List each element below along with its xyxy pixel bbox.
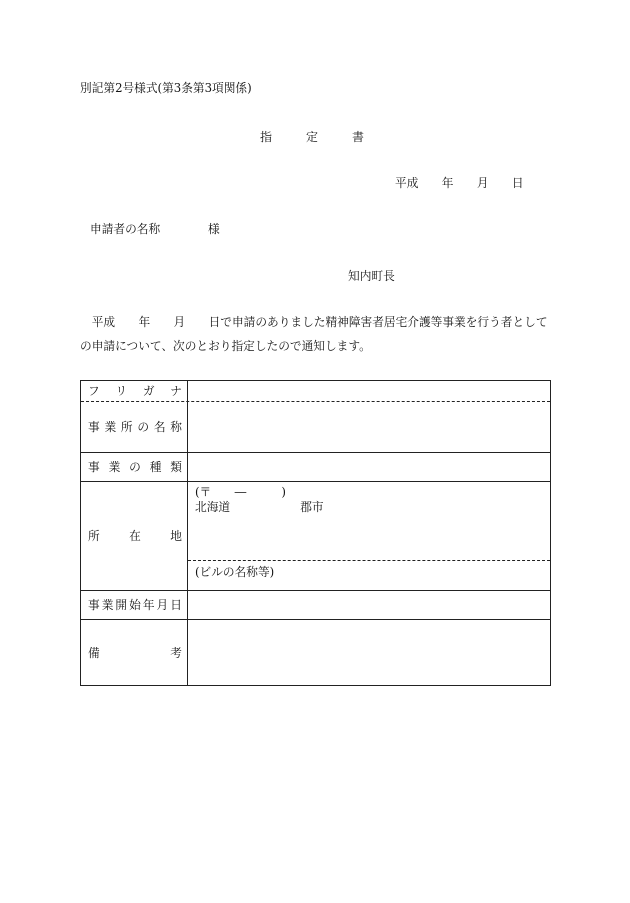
table-row-remarks — [81, 619, 550, 685]
form-reference: 別記第2号様式(第3条第3項関係) — [80, 81, 252, 95]
issue-date-line: 平成 年 月 日 — [395, 176, 524, 190]
label-character: 業 — [104, 420, 117, 434]
label-character: 称 — [170, 420, 182, 434]
table-row-start-date — [81, 590, 550, 619]
table-row-furigana — [81, 381, 550, 401]
label-character: 類 — [170, 460, 182, 474]
label-character: 事 — [88, 598, 100, 612]
label-character: 地 — [170, 529, 182, 543]
label-character: 種 — [149, 460, 162, 474]
remarks-value-cell — [188, 620, 550, 685]
office-name-value-cell — [188, 402, 550, 452]
label-character: の — [137, 420, 150, 434]
label-character: 業 — [101, 598, 114, 612]
building-name-line: (ビルの名称等) — [195, 565, 275, 579]
building-block — [188, 561, 550, 590]
label-character: 在 — [129, 529, 141, 543]
label-character: 事 — [88, 460, 100, 474]
table-row-location — [81, 481, 550, 590]
business-type-label — [81, 453, 188, 481]
label-character: 考 — [170, 645, 182, 660]
applicant-name-label: 申請者の名称 — [90, 222, 161, 236]
label-character: 名 — [153, 420, 166, 434]
label-character: 月 — [156, 598, 169, 612]
business-type-value-cell — [188, 453, 550, 481]
label-character: 備 — [88, 645, 100, 660]
remarks-label — [81, 620, 188, 685]
label-character: リ — [115, 384, 128, 398]
furigana-value-cell — [188, 381, 550, 401]
location-label — [81, 482, 188, 590]
label-character: 始 — [129, 598, 141, 612]
label-character: 業 — [108, 460, 121, 474]
label-character: 指 — [260, 130, 273, 144]
label-character: 事 — [88, 420, 100, 434]
label-character: 書 — [351, 130, 364, 144]
start-date-label — [81, 591, 188, 619]
address-block — [188, 482, 550, 561]
table-row-business-type — [81, 452, 550, 481]
label-character: ナ — [170, 384, 182, 398]
start-date-value-cell — [188, 591, 550, 619]
location-value-cell — [188, 482, 550, 590]
address-line: 北海道 郡市 — [195, 500, 324, 514]
label-character: ガ — [142, 384, 155, 398]
issuer-name: 知内町長 — [348, 269, 395, 283]
label-character: の — [129, 460, 141, 474]
label-character: 定 — [305, 130, 318, 144]
label-character: 開 — [115, 598, 128, 612]
furigana-label — [81, 381, 188, 401]
label-character: 所 — [120, 420, 133, 434]
label-character: 年 — [142, 598, 155, 612]
office-name-label — [81, 402, 188, 452]
label-character: フ — [88, 384, 100, 398]
document-title — [260, 129, 364, 145]
label-character: 所 — [88, 529, 100, 543]
label-character: 日 — [170, 598, 182, 612]
notification-body: 平成 年 月 日で申請のありました精神障害者居宅介護等事業を行う者としての申請について、次のとおり指定したので通知します。 — [80, 315, 548, 353]
applicant-honorific: 様 — [208, 222, 220, 236]
table-row-office-name — [81, 401, 550, 452]
designation-table — [80, 380, 551, 686]
postal-code-line: (〒 ― ) — [195, 485, 286, 499]
